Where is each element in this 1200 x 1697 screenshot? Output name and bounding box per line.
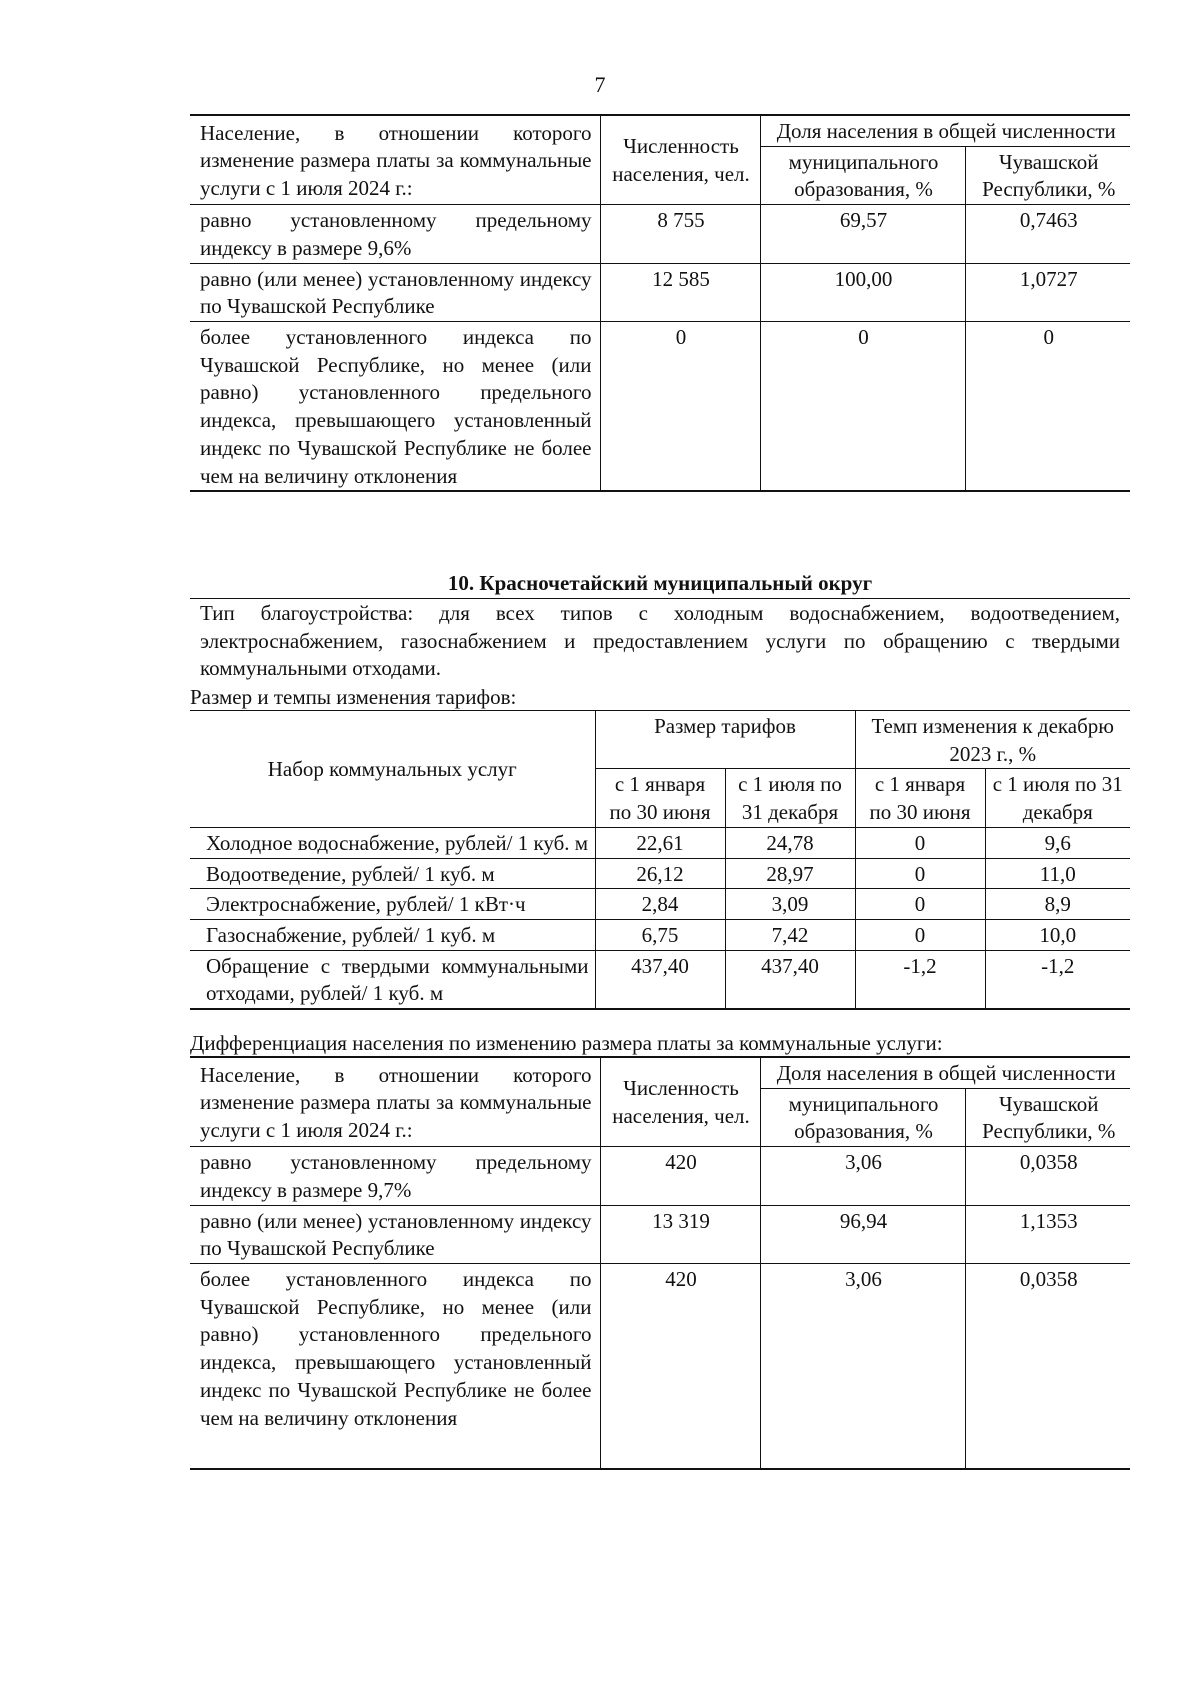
header-rate-jan: с 1 января по 30 июня [855, 769, 985, 827]
tariffs-caption: Размер и темпы изменения тарифов: [190, 685, 517, 709]
table-row [190, 1264, 1130, 1470]
table-row [190, 827, 1130, 858]
table-row [190, 950, 1130, 1009]
header-municipal: муниципального образования, % [760, 146, 965, 204]
page-number: 7 [594, 72, 606, 97]
header-share: Доля населения в общей численности [760, 115, 1130, 146]
tariff-jul: 7,42 [725, 920, 855, 951]
table-row [190, 920, 1130, 951]
header-republic: Чувашской Республики, % [965, 1088, 1130, 1146]
rate-jan: 0 [855, 858, 985, 889]
rate-jan: -1,2 [855, 950, 985, 1009]
rate-jan: 0 [855, 827, 985, 858]
differentiation-caption: Дифференциация населения по изменению размера платы за коммунальные услуги: [190, 1031, 943, 1055]
row-republic: 1,1353 [965, 1205, 1130, 1263]
row-republic: 0,0358 [965, 1264, 1130, 1470]
header-change-rate: Темп изменения к декабрю 2023 г., % [855, 711, 1130, 769]
table-row [190, 1205, 1130, 1263]
tariff-jan: 437,40 [595, 950, 725, 1009]
row-municipal: 96,94 [760, 1205, 965, 1263]
header-share: Доля населения в общей численности [760, 1057, 1130, 1088]
rate-jan: 0 [855, 920, 985, 951]
rate-jul: 9,6 [985, 827, 1130, 858]
row-count: 420 [600, 1147, 760, 1205]
population-table-2 [190, 1056, 1130, 1470]
row-label: равно установленному предельному индексу в размере 9,6% [190, 205, 600, 263]
tariff-jan: 6,75 [595, 920, 725, 951]
row-label: равно установленному предельному индексу в размере 9,7% [190, 1147, 600, 1205]
table-row [190, 858, 1130, 889]
table-row [190, 889, 1130, 920]
header-size-jul: с 1 июля по 31 декабря [725, 769, 855, 827]
row-municipal: 0 [760, 322, 965, 492]
tariff-jul: 28,97 [725, 858, 855, 889]
table-row [190, 263, 1130, 321]
service-name: Газоснабжение, рублей/ 1 куб. м [190, 920, 595, 951]
tariff-jan: 2,84 [595, 889, 725, 920]
tariff-jul: 437,40 [725, 950, 855, 1009]
service-name: Водоотведение, рублей/ 1 куб. м [190, 858, 595, 889]
rate-jul: 10,0 [985, 920, 1130, 951]
row-label: равно (или менее) установленному индексу по Чувашской Республике [190, 263, 600, 321]
table-row [190, 205, 1130, 263]
service-name: Электроснабжение, рублей/ 1 кВт·ч [190, 889, 595, 920]
row-municipal: 3,06 [760, 1264, 965, 1470]
row-count: 0 [600, 322, 760, 492]
header-population: Население, в отношении которого изменение размера платы за коммунальные услуги с 1 июля 2024 г.: [190, 115, 600, 205]
rate-jan: 0 [855, 889, 985, 920]
tariff-jan: 26,12 [595, 858, 725, 889]
row-count: 13 319 [600, 1205, 760, 1263]
header-municipal: муниципального образования, % [760, 1088, 965, 1146]
row-republic: 1,0727 [965, 263, 1130, 321]
tariffs-table [190, 710, 1130, 1010]
tariff-jul: 3,09 [725, 889, 855, 920]
row-label: более установленного индекса по Чувашской Республике, но менее (или равно) установленного предельного индекса, превышающего установленный индекс по Чувашской Республике не более чем на величину отклонения [190, 322, 600, 492]
table-row [190, 322, 1130, 492]
header-count: Численность населения, чел. [600, 115, 760, 205]
row-count: 12 585 [600, 263, 760, 321]
row-republic: 0,0358 [965, 1147, 1130, 1205]
row-count: 420 [600, 1264, 760, 1470]
row-label: более установленного индекса по Чувашской Республике, но менее (или равно) установленного предельного индекса, превышающего установленный индекс по Чувашской Республике не более чем на величину отклонения [190, 1264, 600, 1470]
section-title: 10. Красночетайский муниципальный округ [190, 570, 1130, 599]
header-services: Набор коммунальных услуг [190, 711, 595, 828]
row-count: 8 755 [600, 205, 760, 263]
row-republic: 0,7463 [965, 205, 1130, 263]
row-municipal: 100,00 [760, 263, 965, 321]
tariff-jan: 22,61 [595, 827, 725, 858]
header-republic: Чувашской Республики, % [965, 146, 1130, 204]
header-rate-jul: с 1 июля по 31 декабря [985, 769, 1130, 827]
row-municipal: 3,06 [760, 1147, 965, 1205]
row-republic: 0 [965, 322, 1130, 492]
service-name: Обращение с твердыми коммунальными отходами, рублей/ 1 куб. м [190, 950, 595, 1009]
tariff-jul: 24,78 [725, 827, 855, 858]
row-label: равно (или менее) установленному индексу по Чувашской Республике [190, 1205, 600, 1263]
table-row [190, 1147, 1130, 1205]
header-size-jan: с 1 января по 30 июня [595, 769, 725, 827]
improvement-type-text: Тип благоустройства: для всех типов с холодным водоснабжением, водоотведением, электроснабжением, газоснабжением и предоставлением услуги по обращению с твердыми коммунальными отходами. [200, 601, 1120, 681]
rate-jul: 8,9 [985, 889, 1130, 920]
header-count: Численность населения, чел. [600, 1057, 760, 1147]
header-tariff-size: Размер тарифов [595, 711, 855, 769]
population-table-1 [190, 114, 1130, 492]
rate-jul: 11,0 [985, 858, 1130, 889]
service-name: Холодное водоснабжение, рублей/ 1 куб. м [190, 827, 595, 858]
rate-jul: -1,2 [985, 950, 1130, 1009]
row-municipal: 69,57 [760, 205, 965, 263]
header-population: Население, в отношении которого изменение размера платы за коммунальные услуги с 1 июля 2024 г.: [190, 1057, 600, 1147]
